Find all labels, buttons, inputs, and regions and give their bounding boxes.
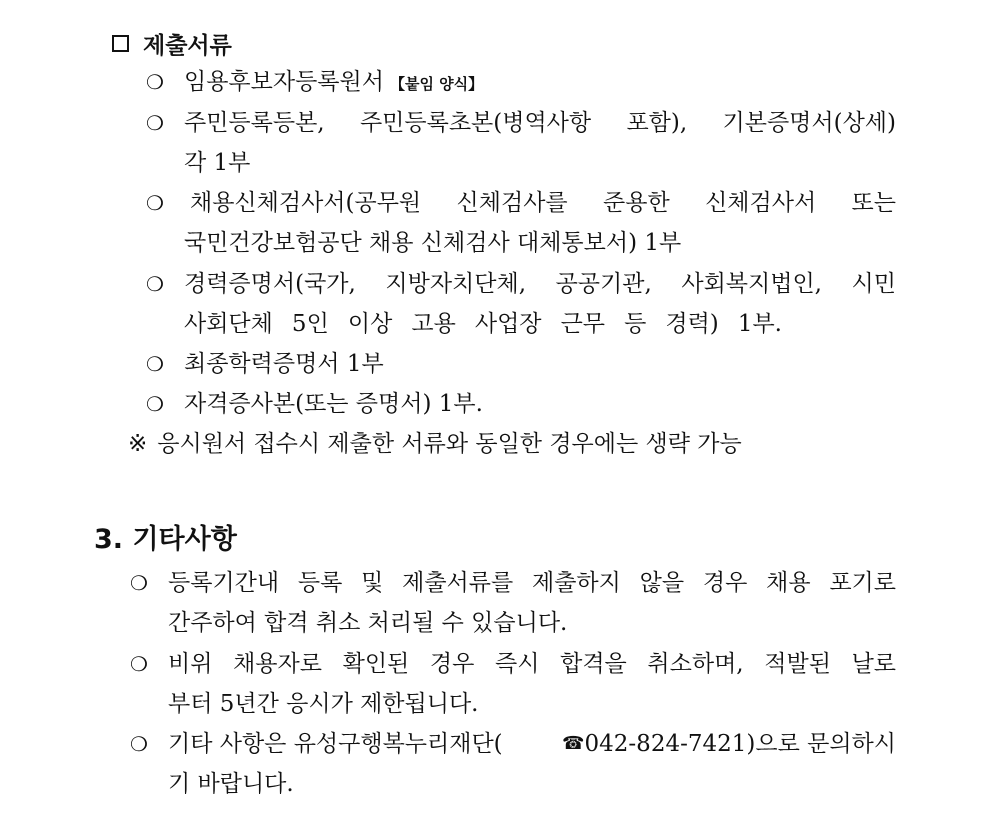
bullet-icon: ❍ bbox=[130, 652, 148, 676]
bullet-icon: ❍ bbox=[146, 272, 164, 296]
submission-item-4-line-2: 사회단체 5인 이상 고용 사업장 근무 등 경력) 1부. bbox=[184, 311, 782, 337]
other-item-3-text-a: 기타 사항은 유성구행복누리재단( bbox=[168, 731, 503, 757]
bullet-icon: ❍ bbox=[146, 191, 164, 215]
other-item-3-line-2: 기 바랍니다. bbox=[168, 771, 294, 797]
submission-note bbox=[128, 424, 742, 464]
attachment-tag: 【붙임 양식】 bbox=[389, 75, 484, 93]
bullet-icon: ❍ bbox=[146, 70, 164, 94]
other-item-2-line-1: 비위 채용자로 확인된 경우 즉시 합격을 취소하며, 적발된 날로 bbox=[168, 651, 896, 677]
other-item-3-text-b: )으로 문의하시 bbox=[746, 731, 896, 757]
bullet-icon: ❍ bbox=[146, 392, 164, 416]
bullet-icon: ❍ bbox=[130, 732, 148, 756]
submission-item-1-text: 임용후보자등록원서 bbox=[184, 69, 384, 95]
other-item-2-line-2: 부터 5년간 응시가 제한됩니다. bbox=[168, 691, 479, 717]
other-heading: 3. 기타사항 bbox=[94, 524, 237, 555]
other-item-1-line-2: 간주하여 합격 취소 처리될 수 있습니다. bbox=[168, 610, 568, 636]
submission-item-2-line-2: 각 1부 bbox=[184, 150, 251, 176]
phone-number: 042-824-7421 bbox=[584, 731, 747, 757]
bullet-icon: ❍ bbox=[146, 111, 164, 135]
submission-note-text: 응시원서 접수시 제출한 서류와 동일한 경우에는 생략 가능 bbox=[157, 431, 742, 457]
submission-item-3-line-1: 채용신체검사서(공무원 신체검사를 준용한 신체검사서 또는 bbox=[190, 190, 896, 216]
submission-heading bbox=[112, 28, 232, 58]
submission-item-5: 최종학력증명서 1부 bbox=[184, 351, 384, 377]
submission-item-3-line-2: 국민건강보험공단 채용 신체검사 대체통보서) 1부 bbox=[184, 230, 682, 256]
other-item-1-line-1: 등록기간내 등록 및 제출서류를 제출하지 않을 경우 채용 포기로 bbox=[168, 570, 896, 596]
contact-group bbox=[562, 724, 896, 764]
phone-icon: ☎ bbox=[562, 733, 585, 754]
bullet-icon: ❍ bbox=[146, 352, 164, 376]
submission-item-4-line-1: 경력증명서(국가, 지방자치단체, 공공기관, 사회복지법인, 시민 bbox=[184, 271, 896, 297]
reference-mark-icon: ※ bbox=[128, 431, 148, 457]
submission-item-6: 자격증사본(또는 증명서) 1부. bbox=[184, 391, 483, 417]
submission-item-2-line-1: 주민등록등본, 주민등록초본(병역사항 포함), 기본증명서(상세) bbox=[184, 110, 896, 136]
submission-heading-text: 제출서류 bbox=[143, 32, 232, 59]
submission-item-1 bbox=[184, 62, 483, 104]
bullet-icon: ❍ bbox=[130, 571, 148, 595]
other-item-3-line-1 bbox=[168, 724, 896, 764]
checkbox-icon bbox=[112, 35, 129, 52]
